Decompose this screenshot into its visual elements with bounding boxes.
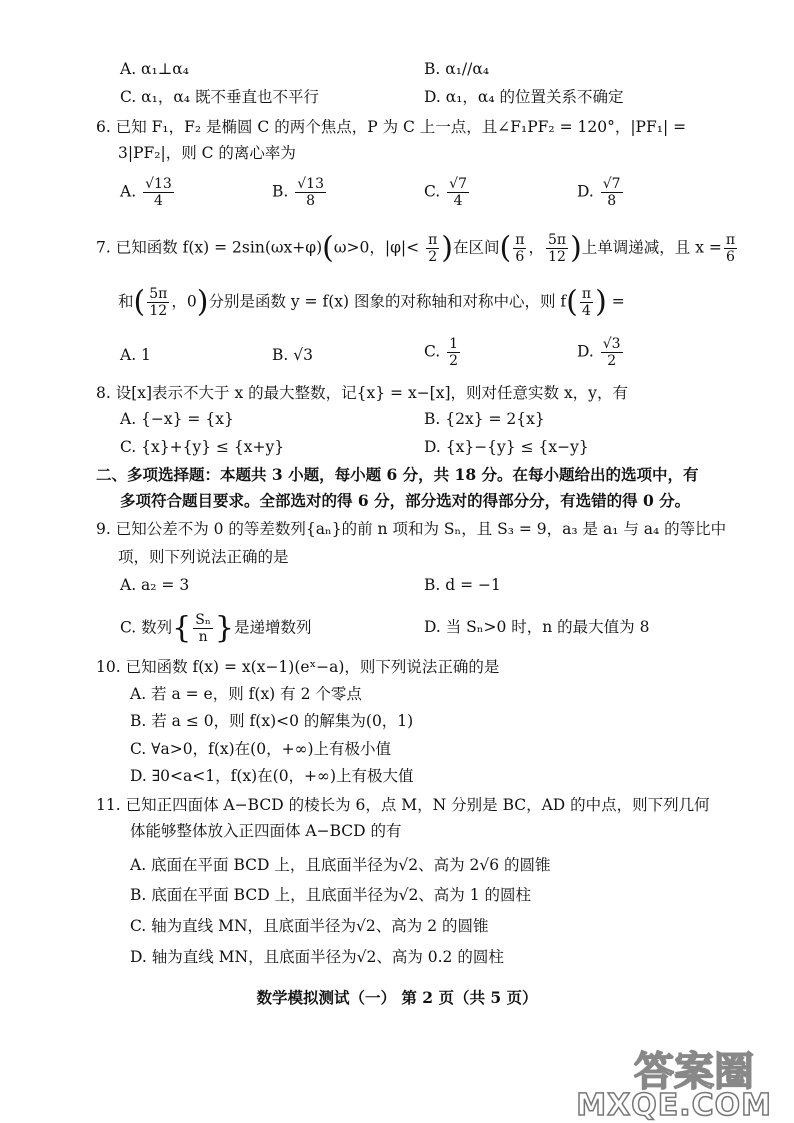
q10-option-c: C. ∀a>0，f(x)在(0，+∞)上有极小值 <box>130 740 392 758</box>
q5-option-b: B. α₁//α₄ <box>424 60 490 78</box>
section2-heading-line2: 多项符合题目要求。全部选对的得 6 分，部分选对的得部分分，有选错的得 0 分。 <box>120 491 691 510</box>
q8-option-d: D. {x}−{y} ≤ {x−y} <box>424 438 589 456</box>
q11-option-a: A. 底面在平面 BCD 上，且底面半径为√2、高为 2√6 的圆锥 <box>130 856 551 874</box>
q11-stem-line2: 体能够整体放入正四面体 A−BCD 的有 <box>130 822 402 840</box>
q7-option-c: C. $\frac{1}{2}$ <box>424 336 459 369</box>
q11-option-d: D. 轴为直线 MN，且底面半径为√2、高为 0.2 的圆柱 <box>130 948 504 966</box>
q7-stem-line2: 和( $\frac{5\pi}{12}$ ，0)分别是函数 y = f(x) 图象的对称轴和对称中心，则 f( $\frac{\pi}{4}$ ) = <box>118 284 625 320</box>
q10-stem: 10. 已知函数 f(x) = x(x−1)(eˣ−a)，则下列说法正确的是 <box>96 658 500 676</box>
q6-option-a: A. $\frac{√13}{4}$ <box>120 176 172 209</box>
q9-stem-line2: 项，则下列说法正确的是 <box>118 548 289 566</box>
q10-option-b: B. 若 a ≤ 0，则 f(x)<0 的解集为(0，1) <box>130 712 414 730</box>
q10-option-d: D. ∃0<a<1，f(x)在(0，+∞)上有极大值 <box>130 767 414 785</box>
q7-option-a: A. 1 <box>120 346 151 364</box>
watermark-en: MXQE.COM <box>576 1088 772 1123</box>
q6-stem-line2: 3|PF₂|，则 C 的离心率为 <box>118 144 296 162</box>
q5-option-d: D. α₁，α₄ 的位置关系不确定 <box>424 88 624 106</box>
q6-option-c: C. $\frac{√7}{4}$ <box>424 176 467 209</box>
q5-option-a: A. α₁⊥α₄ <box>120 60 189 78</box>
q8-stem: 8. 设[x]表示不大于 x 的最大整数，记{x} = x−[x]，则对任意实数 x，y，有 <box>96 384 628 402</box>
q8-option-a: A. {−x} = {x} <box>120 410 234 428</box>
q7-option-b: B. √3 <box>272 346 313 364</box>
q9-option-c: C. 数列{ $\frac{\text{Sₙ}}{n}$ }是递增数列 <box>120 610 312 646</box>
q7-option-d: D. $\frac{√3}{2}$ <box>577 336 621 369</box>
q6-stem-line1: 6. 已知 F₁，F₂ 是椭圆 C 的两个焦点，P 为 C 上一点，且∠F₁PF₂ = 120°，|PF₁| = <box>96 118 687 136</box>
q7-stem-line1: 7. 已知函数 f(x) = 2sin(ωx+φ)(ω>0，|φ|< $\frac{\pi}{2}$ )在区间( $\frac{\pi}{6}$ ， $\frac{5\pi}{12}$ )上单调递减，且 x = $\frac{\pi}{6}$ <box>96 230 736 266</box>
q11-stem-line1: 11. 已知正四面体 A−BCD 的棱长为 6，点 M，N 分别是 BC，AD 的中点，则下列几何 <box>96 796 710 814</box>
page-footer: 数学模拟测试（一） 第 2 页（共 5 页） <box>256 988 538 1007</box>
q8-option-c: C. {x}+{y} ≤ {x+y} <box>120 438 285 456</box>
q11-option-c: C. 轴为直线 MN，且底面半径为√2、高为 2 的圆锥 <box>130 917 489 935</box>
q6-option-b: B. $\frac{√13}{8}$ <box>272 176 325 209</box>
q9-option-b: B. d = −1 <box>424 576 501 594</box>
q9-option-a: A. a₂ = 3 <box>120 576 190 594</box>
q8-option-b: B. {2x} = 2{x} <box>424 410 545 428</box>
q6-option-d: D. $\frac{√7}{8}$ <box>577 176 621 209</box>
q11-option-b: B. 底面在平面 BCD 上，且底面半径为√2、高为 1 的圆柱 <box>130 886 532 904</box>
watermark-cn: 答案圈 <box>634 1048 754 1095</box>
q9-stem-line1: 9. 已知公差不为 0 的等差数列{aₙ}的前 n 项和为 Sₙ，且 S₃ = 9，a₃ 是 a₁ 与 a₄ 的等比中 <box>96 520 727 538</box>
q9-option-d: D. 当 Sₙ>0 时，n 的最大值为 8 <box>424 618 650 636</box>
section2-heading-line1: 二、多项选择题：本题共 3 小题，每小题 6 分，共 18 分。在每小题给出的选项中，有 <box>96 465 699 484</box>
q5-option-c: C. α₁，α₄ 既不垂直也不平行 <box>120 88 319 106</box>
q10-option-a: A. 若 a = e，则 f(x) 有 2 个零点 <box>130 685 362 703</box>
